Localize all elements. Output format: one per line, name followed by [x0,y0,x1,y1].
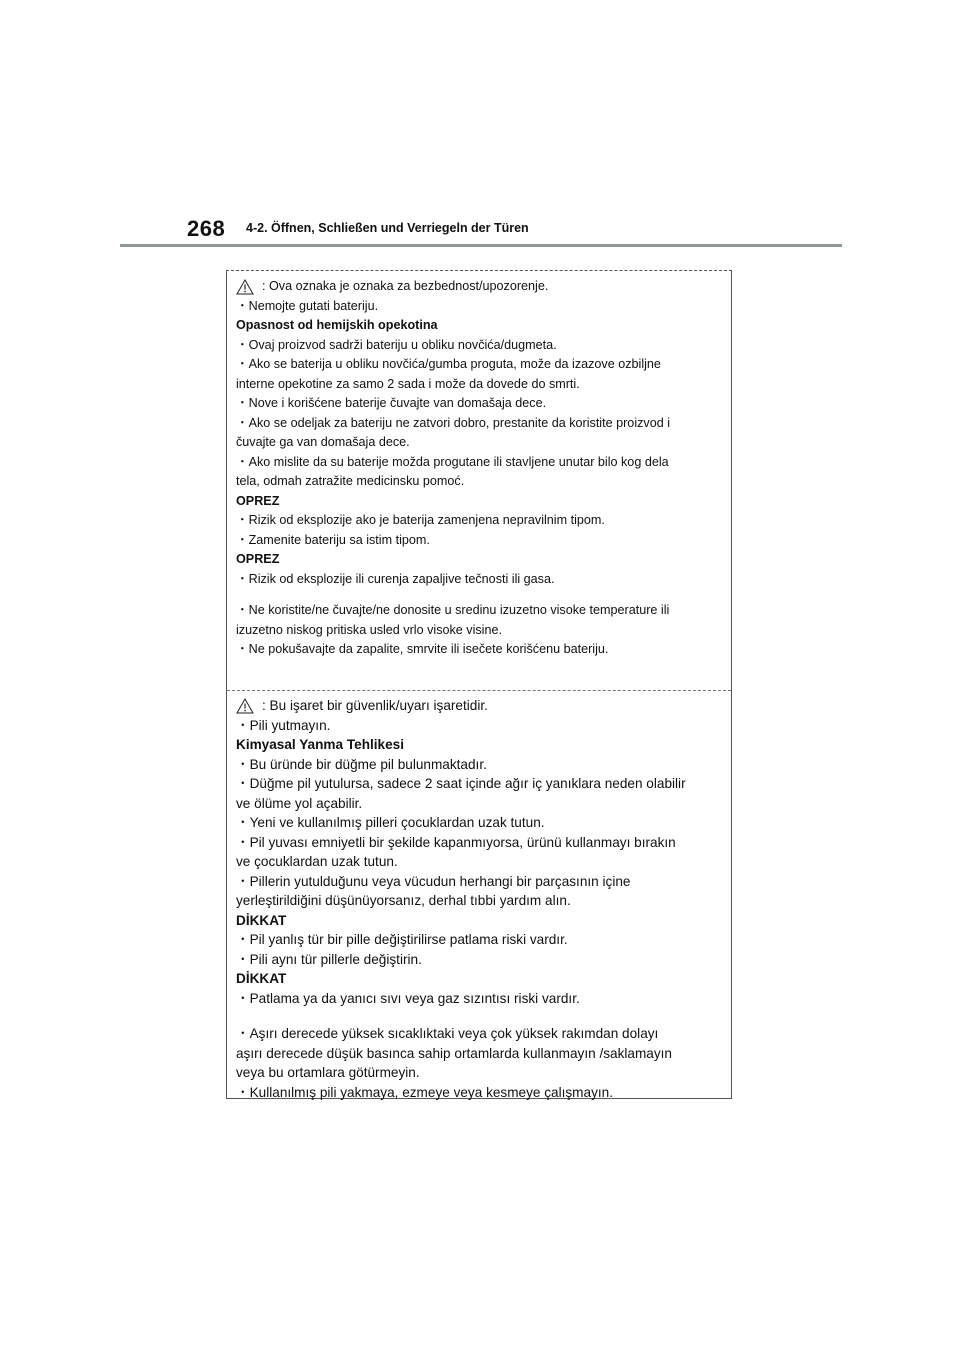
warning-text-line: čuvajte ga van domašaja dece. [236,435,410,449]
warning-text-line: tela, odmah zatražite medicinsku pomoć. [236,474,465,488]
warning-symbol-text: : Ova oznaka je oznaka za bezbednost/upozorenje. [262,279,549,293]
warning-text-line: ・Pil yanlış tür bir pille değiştirilirse patlama riski vardır. [236,932,568,947]
warning-symbol-line [236,277,724,297]
warning-text-line: ・Kullanılmış pili yakmaya, ezmeye veya kesmeye çalışmayın. [236,1084,613,1100]
warning-text-line: ・Zamenite bateriju sa istim tipom. [236,532,430,547]
warning-heading: Kimyasal Yanma Tehlikesi [236,737,405,752]
warning-text-line: ・Nemojte gutati bateriju. [236,298,379,313]
paragraph-gap [236,589,724,601]
turkish-lines [236,716,724,1103]
warning-text-line: ・Pili yutmayın. [236,717,331,733]
turkish-warning-section [236,696,724,1102]
page-number: 268 [187,216,226,241]
warning-text-line: ・Ne koristite/ne čuvajte/ne donosite u sredinu izuzetno visoke temperature ili [236,603,670,617]
warning-text-line: ・Rizik od eksplozije ako je baterija zamenjena nepravilnim tipom. [236,513,605,527]
serbian-lines [236,297,724,660]
warning-triangle-icon [236,698,254,714]
warning-text-line: yerleştirildiğini düşünüyorsanız, derhal tıbbi yardım alın. [236,893,571,908]
warning-text-line: ve çocuklardan uzak tutun. [236,854,398,869]
warning-text-line: ・Ovaj proizvod sadrži bateriju u obliku novčića/dugmeta. [236,337,557,352]
warning-text-line: ・Pil yuvası emniyetli bir şekilde kapanmıyorsa, ürünü kullanmayı bırakın [236,834,676,850]
warning-text-line: aşırı derecede düşük basınca sahip ortamlarda kullanmayın /saklamayın [236,1045,672,1061]
warning-text-line: ・Pili aynı tür pillerle değiştirin. [236,951,422,967]
warning-text-line: ・Bu üründe bir düğme pil bulunmaktadır. [236,756,487,772]
warning-text-line: interne opekotine za samo 2 sada i može da dovede do smrti. [236,376,580,391]
warning-triangle-icon [236,279,254,295]
section-divider [227,690,731,691]
warning-text-line: ・Ako se odeljak za bateriju ne zatvori dobro, prestanite da koristite proizvod i [236,415,671,430]
warning-heading: DİKKAT [236,912,287,928]
warning-text-line: ・Düğme pil yutulursa, sadece 2 saat içinde ağır iç yanıklara neden olabilir [236,776,686,791]
warning-text-line: ve ölüme yol açabilir. [236,795,363,811]
warning-text-line: ・Ako se baterija u obliku novčića/gumba proguta, može da izazove ozbiljne [236,357,661,371]
warning-text-line: ・Aşırı derecede yüksek sıcaklıktaki veya çok yüksek rakımdan dolayı [236,1026,659,1041]
warning-text-line: ・Nove i korišćene baterije čuvajte van domašaja dece. [236,396,547,410]
warning-text-line: veya bu ortamlara götürmeyin. [236,1065,420,1080]
warning-symbol-text: : Bu işaret bir güvenlik/uyarı işaretidir. [262,698,488,713]
warning-text-line: izuzetno niskog pritiska usled vrlo visoke visine. [236,622,502,637]
section-title: 4-2. Öffnen, Schließen und Verriegeln der Türen [246,221,529,235]
warning-heading: Opasnost od hemijskih opekotina [236,318,438,332]
warning-text-line: ・Ako mislite da su baterije možda progutane ili stavljene unutar bilo kog dela [236,454,669,469]
warning-heading: OPREZ [236,493,280,508]
warning-text-line: ・Ne pokušavajte da zapalite, smrvite ili isečete korišćenu bateriju. [236,642,609,656]
warning-text-line: ・Pillerin yutulduğunu veya vücudun herhangi bir parçasının içine [236,873,631,889]
warning-heading: OPREZ [236,552,280,566]
serbian-warning-section [236,277,724,660]
paragraph-gap [236,1008,724,1024]
warning-symbol-line [236,696,724,716]
warning-box [226,270,732,1099]
warning-text-line: ・Yeni ve kullanılmış pilleri çocuklardan uzak tutun. [236,815,545,830]
header-rule [120,244,842,247]
warning-text-line: ・Patlama ya da yanıcı sıvı veya gaz sızıntısı riski vardır. [236,990,580,1006]
warning-text-line: ・Rizik od eksplozije ili curenja zapaljive tečnosti ili gasa. [236,571,555,586]
warning-heading: DİKKAT [236,971,287,986]
